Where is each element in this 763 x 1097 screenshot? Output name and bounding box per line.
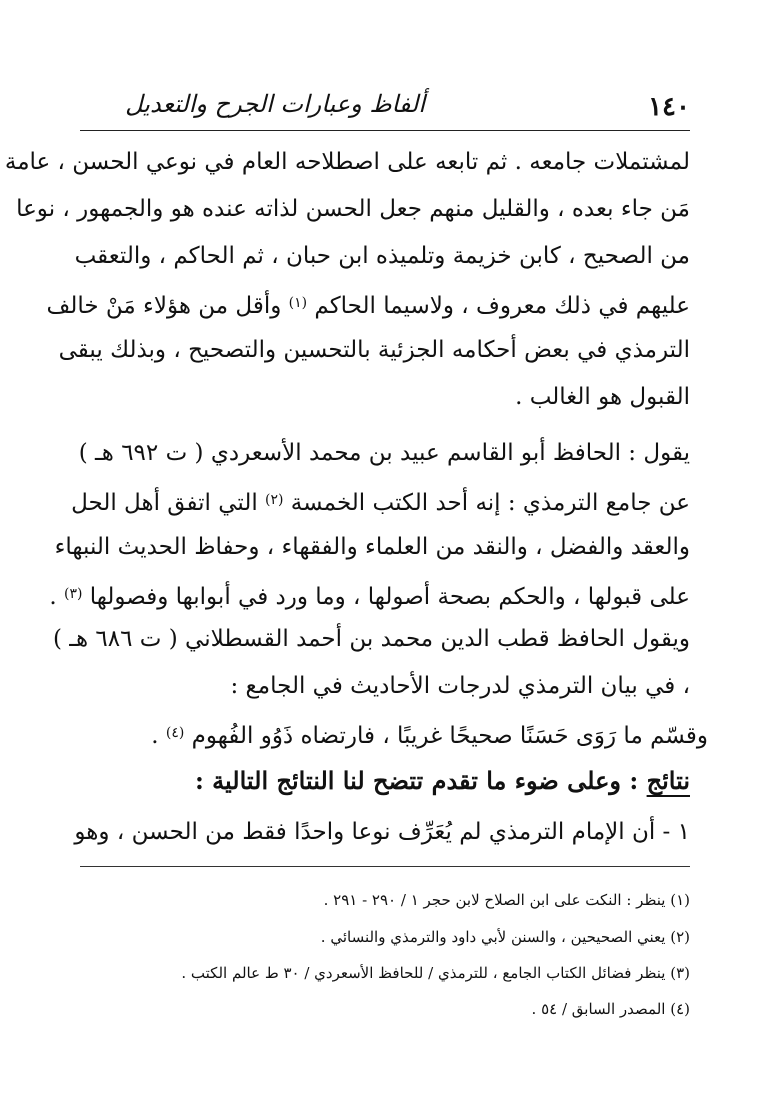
header-rule: [80, 130, 690, 131]
heading-word: نتائج: [646, 766, 690, 795]
text-line: والعقد والفضل ، والنقد من العلماء والفقهاء ، وحفاظ الحديث النبهاء: [54, 534, 690, 560]
paragraph-first-line: يقول : الحافظ أبو القاسم عبيد بن محمد الأسعردي ( ت ٦٩٢ هـ ): [78, 440, 690, 466]
text-run: عليهم في ذلك معروف ، ولاسيما الحاكم: [307, 293, 690, 319]
footnote: (٢) يعني الصحيحين ، والسنن لأبي داود والترمذي والنسائي .: [320, 928, 690, 946]
footnote-marker: (٤): [165, 725, 185, 741]
paragraph-first-line: ويقول الحافظ قطب الدين محمد بن أحمد القسطلاني ( ت ٦٨٦ هـ ): [52, 626, 690, 652]
results-heading: [80, 764, 690, 798]
text-run: وقسّم ما رَوَى حَسَنًا صحيحًا غريبًا ، فارتضاه ذَوُو الفُهوم: [184, 723, 708, 749]
text-run: التي اتفق أهل الحل: [71, 490, 266, 516]
text-run: .: [151, 723, 166, 749]
footnote: (١) ينظر : النكت على ابن الصلاح لابن حجر ١ / ٢٩٠ - ٢٩١ .: [323, 891, 690, 909]
footnote: (٣) ينظر فضائل الكتاب الجامع ، للترمذي / للحافظ الأسعردي / ٣٠ ط عالم الكتب .: [181, 964, 690, 982]
heading-rest: : وعلى ضوء ما تقدم تتضح لنا النتائج التالية :: [194, 766, 647, 795]
text-line: الترمذي في بعض أحكامه الجزئية بالتحسين والتصحيح ، وبذلك يبقى: [58, 337, 690, 363]
text-line: من الصحيح ، كابن خزيمة وتلميذه ابن حبان ، ثم الحاكم ، والتعقب: [74, 243, 690, 269]
text-line: ، في بيان الترمذي لدرجات الأحاديث في الجامع :: [230, 673, 690, 699]
footnote-marker: (٢): [265, 492, 284, 508]
page-number: ١٤٠: [648, 92, 690, 122]
footnote: (٤) المصدر السابق / ٥٤ .: [531, 1000, 690, 1018]
text-run: وأقل من هؤلاء مَنْ خالف: [46, 293, 289, 319]
page-header: [80, 88, 690, 128]
text-line: ١ - أن الإمام الترمذي لم يُعَرِّف نوعا واحدًا فقط من الحسن ، وهو: [74, 819, 690, 845]
text-line: [46, 286, 690, 323]
text-run: .: [49, 584, 65, 610]
text-line: لمشتملات جامعه . ثم تابعه على اصطلاحه العام في نوعي الحسن ، عامة: [4, 149, 690, 175]
text-run: عن جامع الترمذي : إنه أحد الكتب الخمسة: [283, 490, 690, 516]
footnote-marker: (٣): [64, 586, 83, 602]
verse-line: [98, 716, 708, 753]
text-run: على قبولها ، والحكم بصحة أصولها ، وما ورد في أبوابها وفصولها: [82, 584, 690, 610]
text-line: [71, 483, 690, 520]
footnote-separator: [80, 866, 690, 867]
text-line: مَن جاء بعده ، والقليل منهم جعل الحسن لذاته عنده هو والجمهور ، نوعا: [16, 196, 690, 222]
footnote-marker: (١): [288, 295, 308, 311]
running-title: ألفاظ وعبارات الجرح والتعديل: [125, 90, 425, 118]
text-line: [49, 577, 690, 614]
text-line: القبول هو الغالب .: [515, 384, 690, 410]
